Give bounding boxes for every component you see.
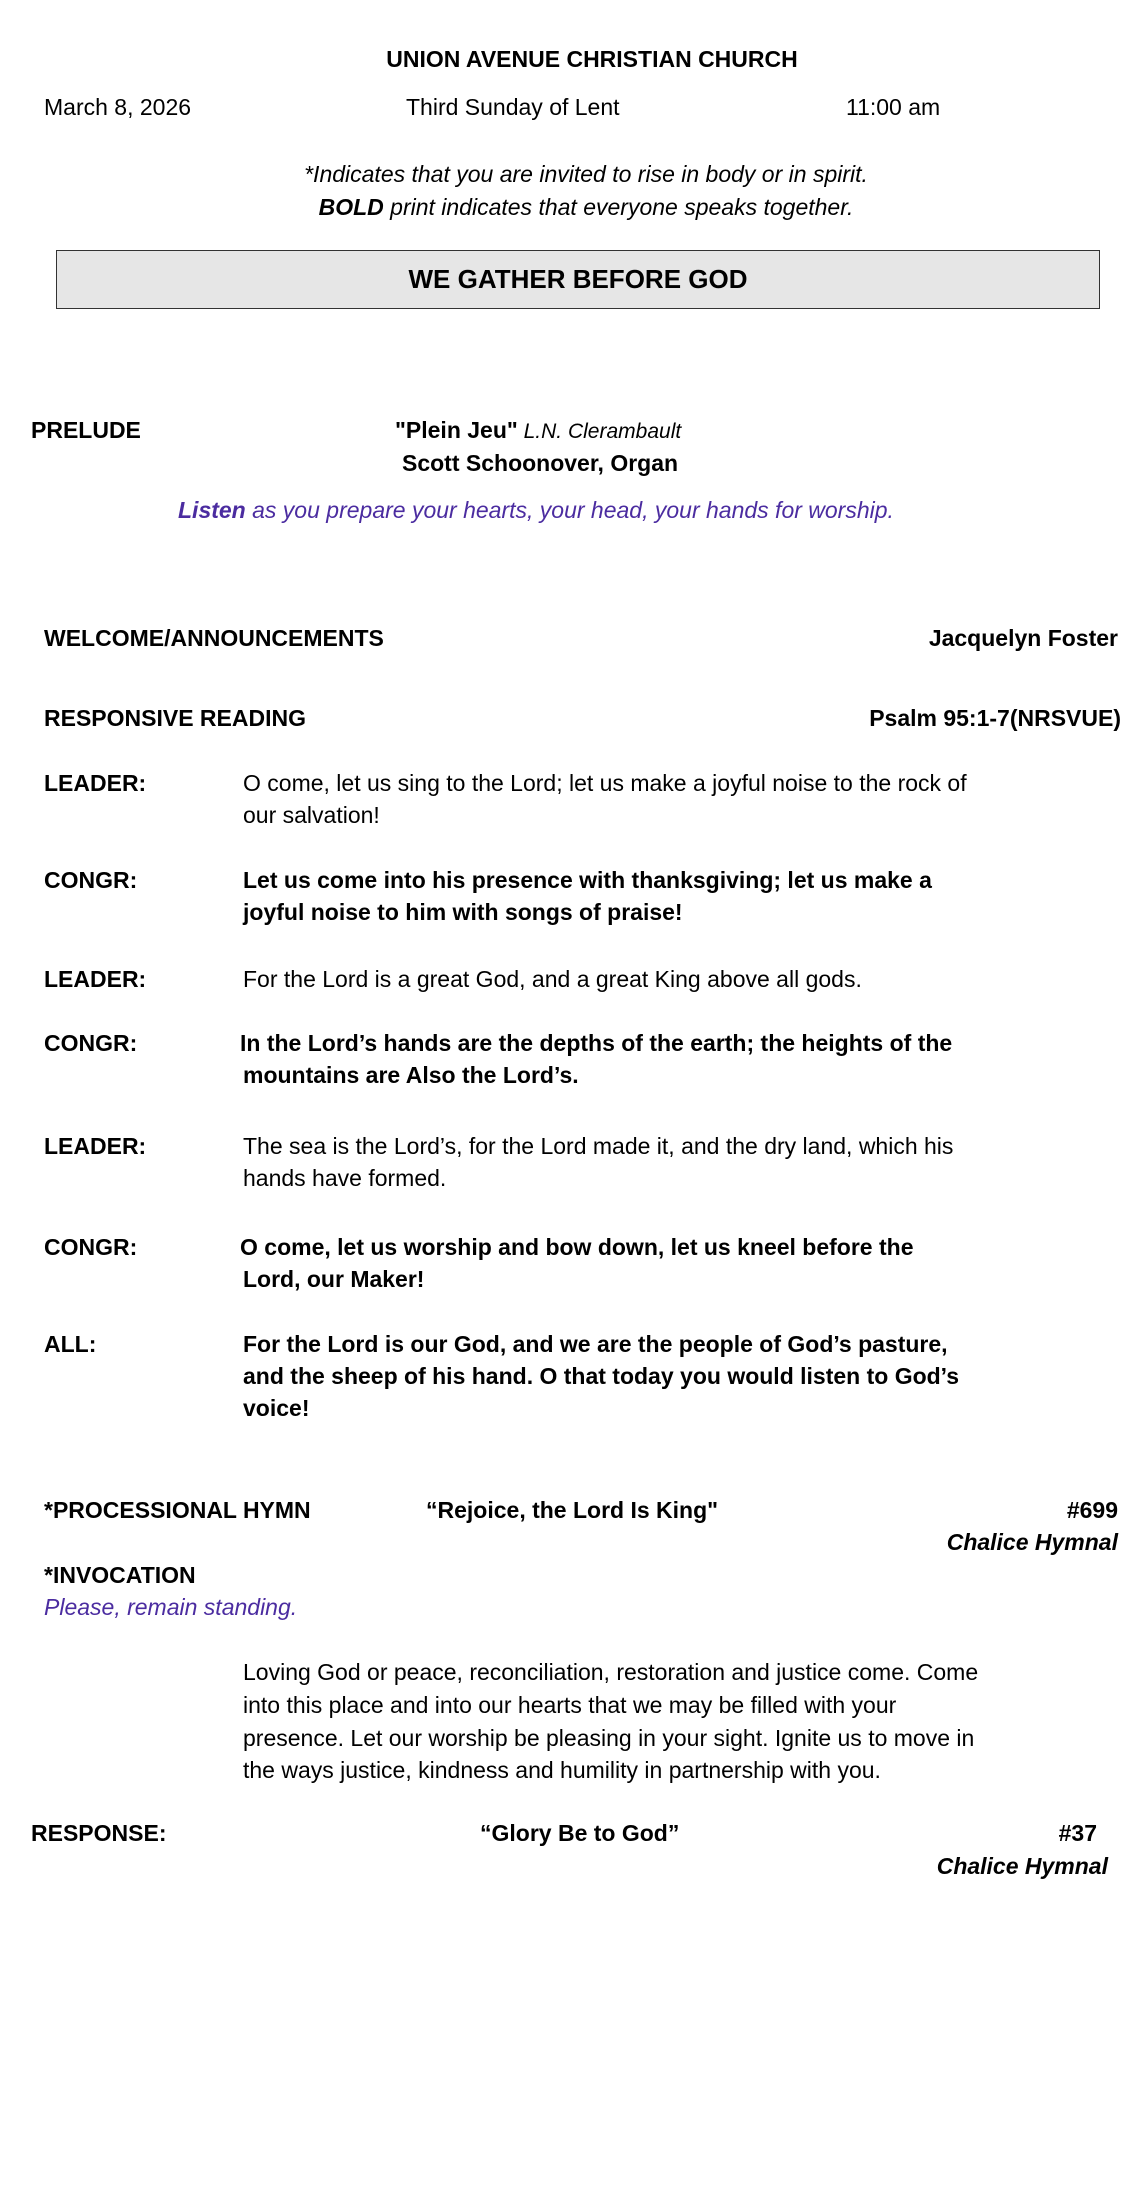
reading-text: hands have formed. xyxy=(243,1165,447,1191)
response-label: RESPONSE: xyxy=(31,1820,167,1846)
invocation-line: into this place and into our hearts that we may be filled with your xyxy=(243,1692,897,1718)
hymn-label: *PROCESSIONAL HYMN xyxy=(44,1497,311,1523)
reading-text: For the Lord is our God, and we are the people of God’s pasture, xyxy=(243,1331,948,1357)
reading-label: RESPONSIVE READING xyxy=(44,705,306,731)
reading-text: and the sheep of his hand. O that today you would listen to God’s xyxy=(243,1363,960,1389)
church-name: UNION AVENUE CHRISTIAN CHURCH xyxy=(386,46,798,72)
prelude-composer: L.N. Clerambault xyxy=(517,420,682,443)
reading-text: The sea is the Lord’s, for the Lord made it, and the dry land, which his xyxy=(243,1133,954,1159)
reading-text: O come, let us worship and bow down, let us kneel before the xyxy=(240,1234,914,1260)
reading-text: our salvation! xyxy=(243,802,380,828)
reading-text: O come, let us sing to the Lord; let us make a joyful noise to the rock of xyxy=(243,770,967,796)
response-book: Chalice Hymnal xyxy=(936,1853,1108,1879)
reading-text: Let us come into his presence with thanksgiving; let us make a xyxy=(243,867,932,893)
prelude-instruction xyxy=(178,494,894,527)
reading-text: joyful noise to him with songs of praise! xyxy=(243,899,683,925)
reading-text: Lord, our Maker! xyxy=(243,1266,425,1292)
reading-role: ALL: xyxy=(44,1331,97,1357)
reading-role: LEADER: xyxy=(44,770,147,796)
hymn-title: “Rejoice, the Lord Is King" xyxy=(426,1497,719,1523)
section-title: WE GATHER BEFORE GOD xyxy=(56,250,1100,309)
welcome-label: WELCOME/ANNOUNCEMENTS xyxy=(44,625,384,651)
invocation-label: *INVOCATION xyxy=(44,1562,196,1588)
reading-role: LEADER: xyxy=(44,966,147,992)
service-occasion: Third Sunday of Lent xyxy=(406,94,620,120)
reading-role: CONGR: xyxy=(44,1030,138,1056)
response-number: #37 xyxy=(1058,1820,1097,1846)
reading-role: LEADER: xyxy=(44,1133,147,1159)
prelude-performer: Scott Schoonover, Organ xyxy=(402,450,679,476)
hymn-number: #699 xyxy=(1066,1497,1118,1523)
invocation-line: presence. Let our worship be pleasing in your sight. Ignite us to move in xyxy=(243,1725,975,1751)
rise-note: *Indicates that you are invited to rise in body or in spirit. xyxy=(304,161,868,187)
reading-text: For the Lord is a great God, and a great King above all gods. xyxy=(243,966,862,992)
reading-role: CONGR: xyxy=(44,867,138,893)
invocation-line: the ways justice, kindness and humility in partnership with you. xyxy=(243,1757,881,1783)
reading-text: voice! xyxy=(243,1395,310,1421)
listen-word: Listen xyxy=(178,497,246,523)
prelude-piece xyxy=(395,414,681,448)
service-date: March 8, 2026 xyxy=(44,94,192,120)
welcome-leader: Jacquelyn Foster xyxy=(928,625,1118,651)
bold-note-text: print indicates that everyone speaks together. xyxy=(383,194,854,220)
response-title: “Glory Be to God” xyxy=(480,1820,680,1846)
hymn-book: Chalice Hymnal xyxy=(946,1529,1118,1555)
reading-reference: Psalm 95:1-7(NRSVUE) xyxy=(869,705,1121,731)
reading-text: In the Lord’s hands are the depths of the earth; the heights of the xyxy=(240,1030,953,1056)
bold-word: BOLD xyxy=(318,194,384,220)
invocation-instruction: Please, remain standing. xyxy=(44,1594,298,1620)
prelude-title: "Plein Jeu" xyxy=(395,417,518,443)
bold-note xyxy=(319,191,854,224)
prelude-instruction-text: as you prepare your hearts, your head, your hands for worship. xyxy=(245,497,894,523)
reading-text: mountains are Also the Lord’s. xyxy=(243,1062,579,1088)
service-time: 11:00 am xyxy=(846,94,941,120)
invocation-line: Loving God or peace, reconciliation, restoration and justice come. Come xyxy=(243,1659,979,1685)
prelude-label: PRELUDE xyxy=(31,417,141,443)
reading-role: CONGR: xyxy=(44,1234,138,1260)
